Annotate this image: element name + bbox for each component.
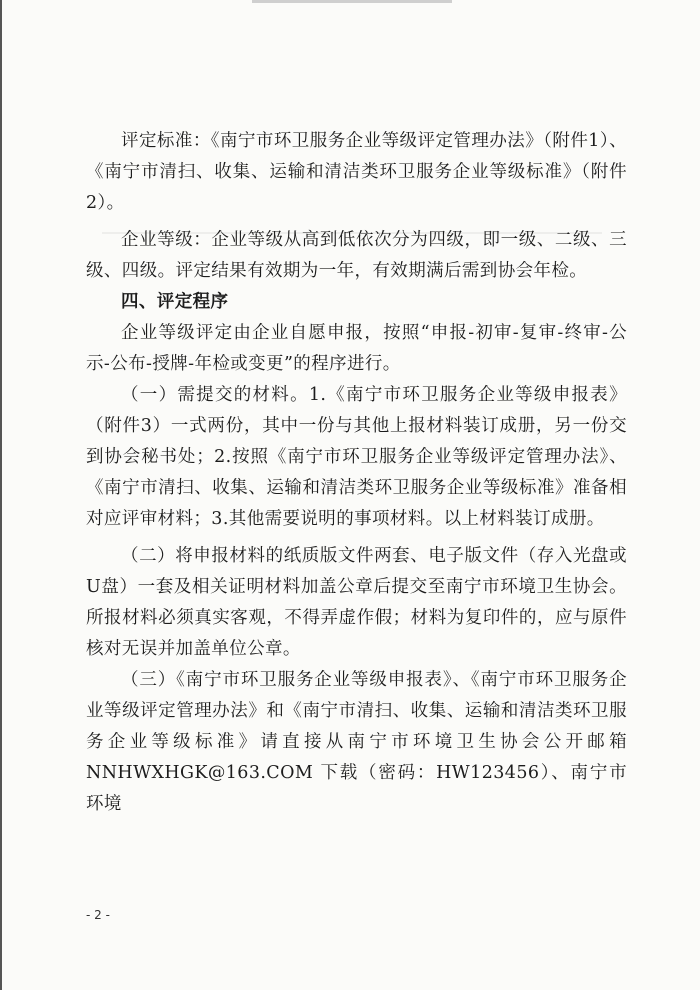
section-heading-procedure: 四、评定程序 — [121, 292, 229, 312]
paragraph-procedure-intro: 企业等级评定由企业自愿申报，按照“申报-初审-复审-终审-公示-公布-授牌-年检或变更”的程序进行。 — [86, 323, 627, 374]
paragraph-submission: （二）将申报材料的纸质版文件两套、电子版文件（存入光盘或U盘）一套及相关证明材料加盖公章后提交至南宁市环境卫生协会。所报材料必须真实客观，不得弄虚作假；材料为复印件的，应与原件核对无误并加盖单位公章。 — [86, 546, 627, 659]
paragraph-download: （三）《南宁市环卫服务企业等级申报表》、《南宁市环卫服务企业等级评定管理办法》和《南宁市清扫、收集、运输和清洁类环卫服务企业等级标准》请直接从南宁市环境卫生协会公开邮箱 NNHWXHGK@163.COM 下载（密码：HW123456）、南宁市环境 — [86, 670, 627, 814]
paragraph-required-materials: （一）需提交的材料。1.《南宁市环卫服务企业等级申报表》（附件3）一式两份，其中一份与其他上报材料装订成册，另一份交到协会秘书处；2.按照《南宁市环卫服务企业等级评定管理办法》、《南宁市清扫、收集、运输和清洁类环卫服务企业等级标准》准备相对应评审材料；3.其他需要说明的事项材料。以上材料装订成册。 — [86, 385, 627, 529]
document-body — [86, 126, 627, 820]
page-top-edge — [252, 0, 452, 13]
page-number: - 2 - — [86, 908, 110, 922]
paragraph-enterprise-level: 企业等级：企业等级从高到低依次分为四级，即一级、二级、三级、四级。评定结果有效期为一年，有效期满后需到协会年检。 — [86, 230, 627, 281]
paragraph-evaluation-standard: 评定标准：《南宁市环卫服务企业等级评定管理办法》（附件1）、《南宁市清扫、收集、运输和清洁类环卫服务企业等级标准》（附件2）。 — [86, 131, 627, 213]
